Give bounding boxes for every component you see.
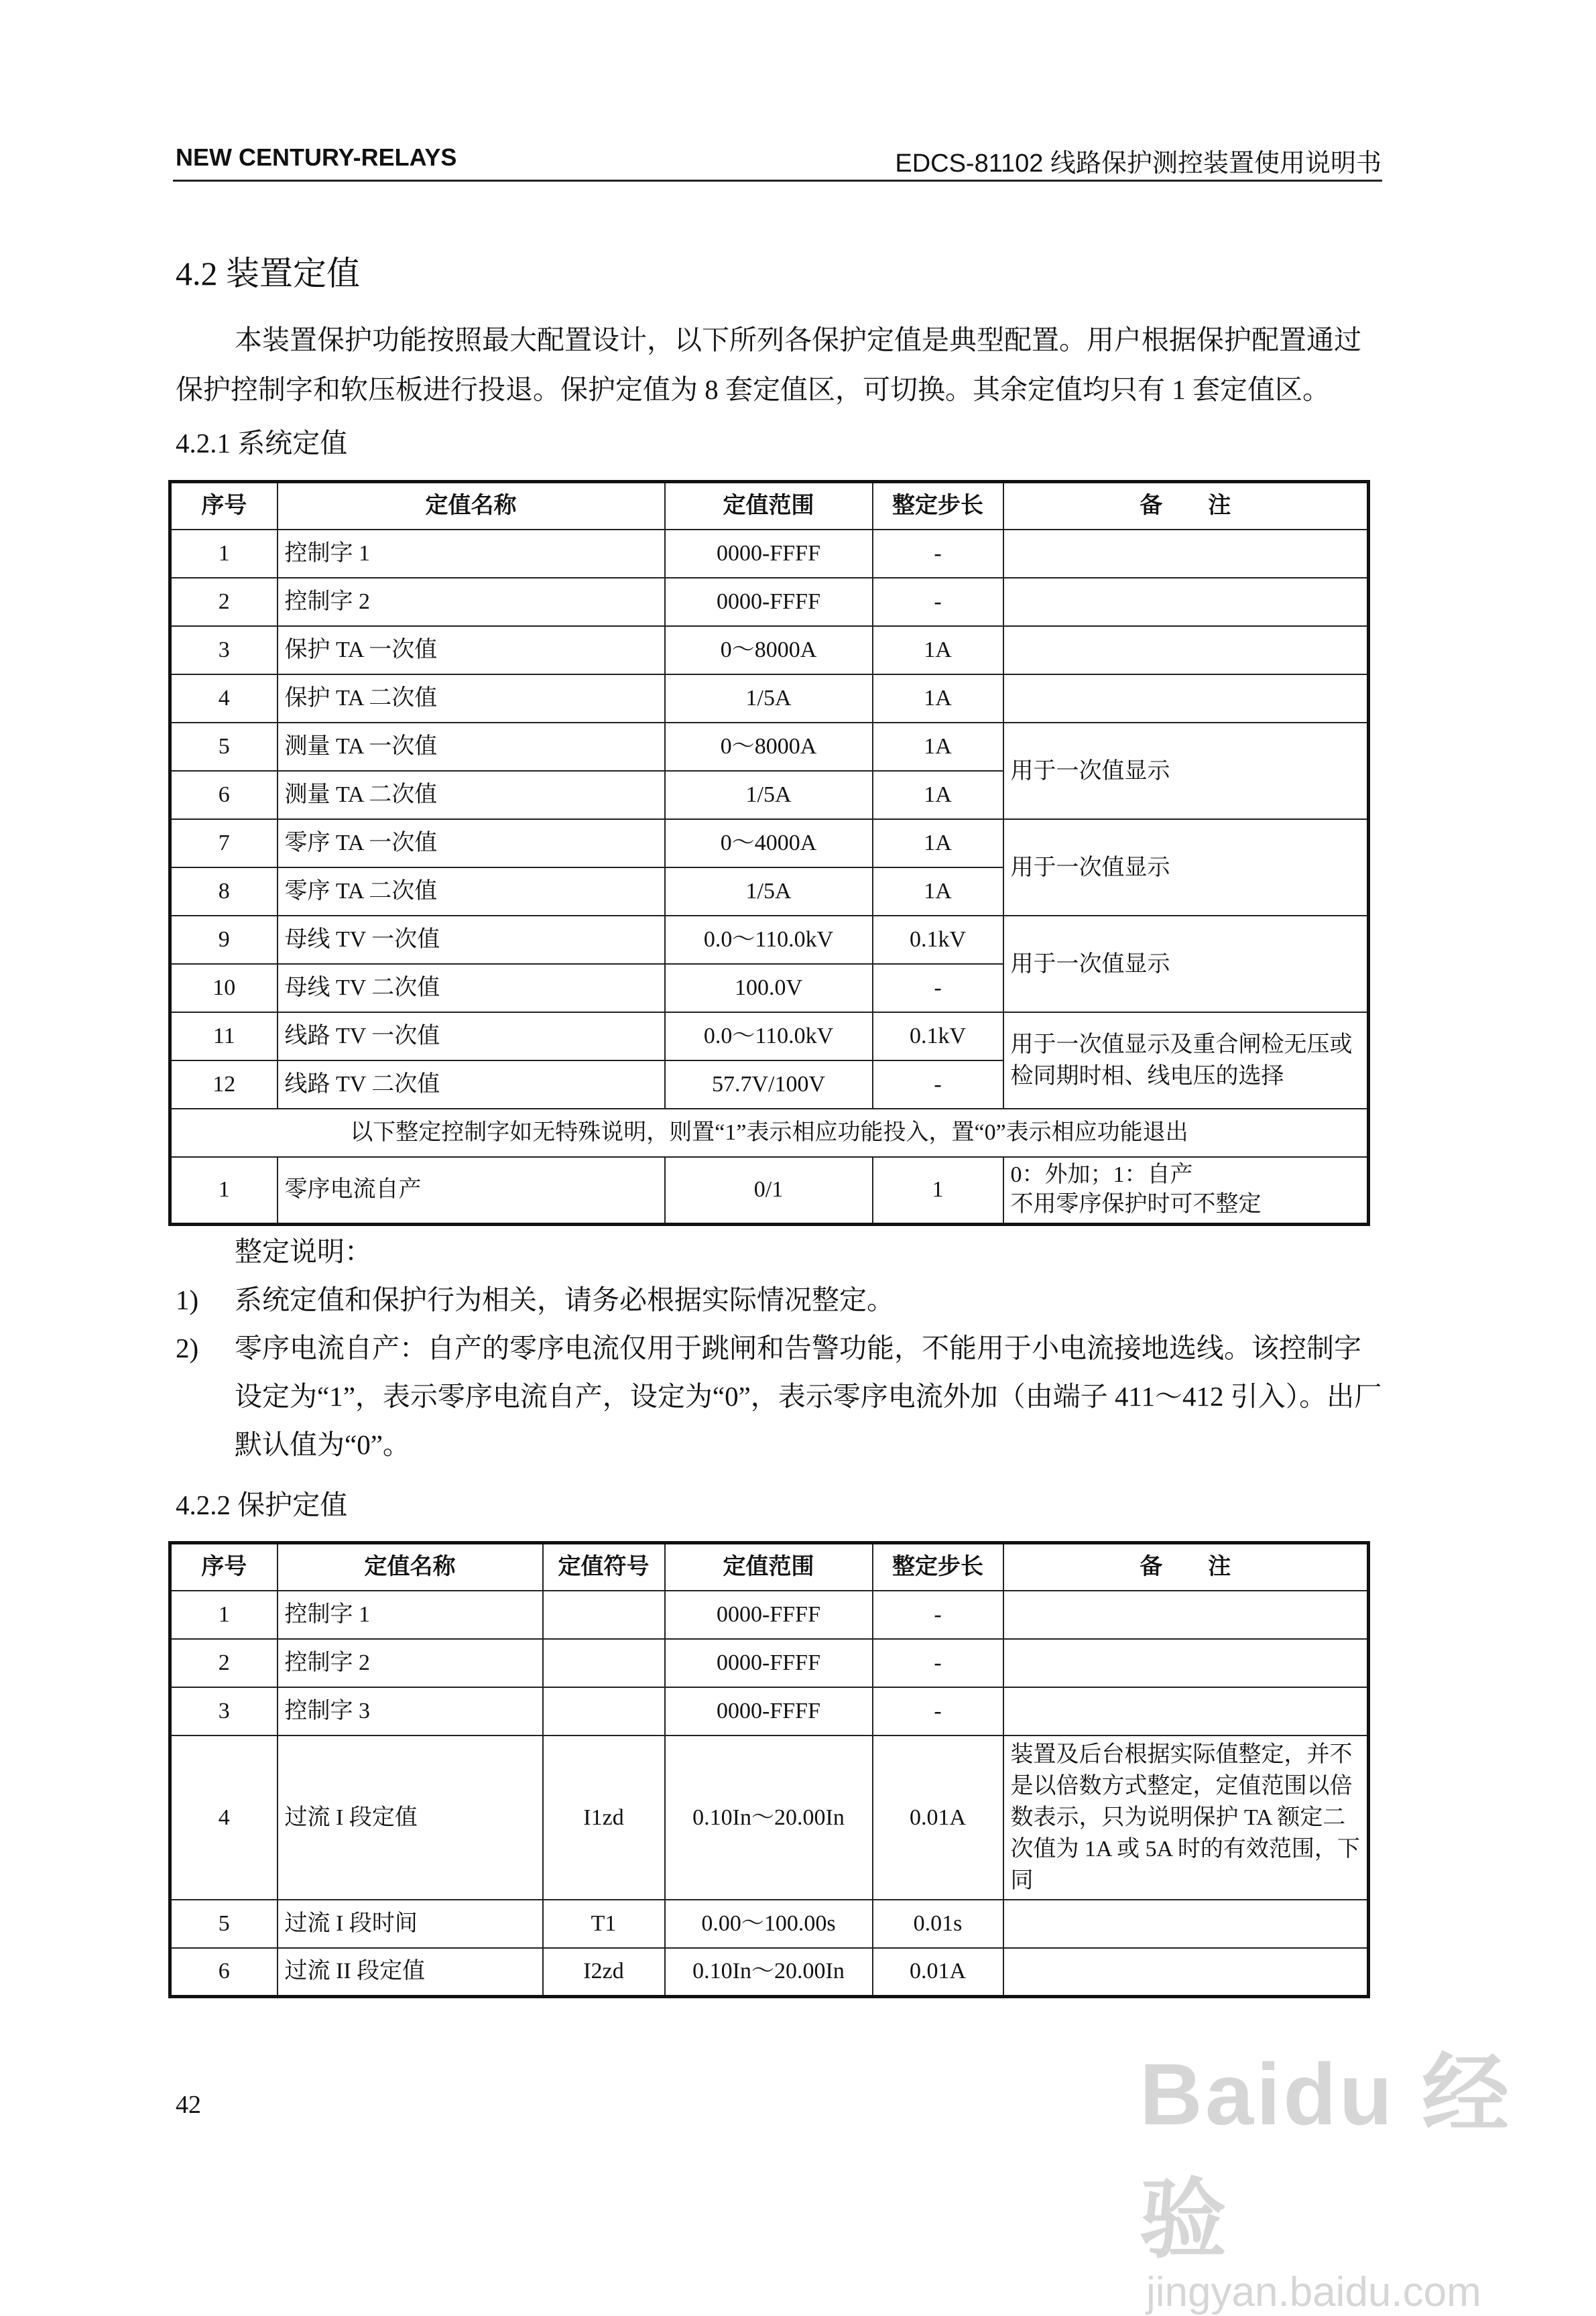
- setting-name: 过流 I 段时间: [278, 1900, 543, 1948]
- setting-name: 母线 TV 二次值: [278, 964, 665, 1012]
- setting-step: -: [873, 530, 1003, 578]
- header-cell: 定值范围: [665, 482, 873, 530]
- table-row: [170, 578, 1369, 626]
- row-number: 1: [170, 1591, 278, 1639]
- header-cell: 序号: [170, 482, 278, 530]
- table-header-row: [170, 482, 1369, 530]
- setting-name: 零序 TA 二次值: [278, 867, 665, 916]
- setting-name: 母线 TV 一次值: [278, 916, 665, 964]
- row-number: 7: [170, 819, 278, 867]
- setting-symbol: [543, 1591, 665, 1639]
- setting-name: 控制字 1: [278, 530, 665, 578]
- header-cell: 整定步长: [873, 1543, 1003, 1591]
- remark: [1003, 530, 1369, 578]
- item-number: 1): [176, 1284, 199, 1315]
- table-row: [170, 723, 1369, 771]
- row-number: 11: [170, 1012, 278, 1060]
- setting-name: 保护 TA 二次值: [278, 674, 665, 723]
- header-brand: NEW CENTURY-RELAYS: [176, 143, 457, 171]
- setting-symbol: [543, 1687, 665, 1735]
- table-row: [170, 674, 1369, 723]
- watermark-logo: [1140, 2024, 1596, 2316]
- table-row: [170, 1687, 1369, 1735]
- protection-settings-table: [168, 1541, 1370, 1998]
- header-cell: 备 注: [1003, 482, 1369, 530]
- row-number: 6: [170, 1948, 278, 1996]
- watermark-url: jingyan.baidu.com: [1146, 2269, 1481, 2315]
- remark: 用于一次值显示: [1003, 723, 1369, 819]
- setting-name: 控制字 2: [278, 1639, 543, 1687]
- row-number: 1: [170, 1157, 278, 1224]
- row-number: 6: [170, 771, 278, 819]
- setting-name: 线路 TV 一次值: [278, 1012, 665, 1060]
- setting-name: 控制字 1: [278, 1591, 543, 1639]
- setting-range: 0000-FFFF: [665, 1687, 873, 1735]
- setting-step: -: [873, 1591, 1003, 1639]
- row-number: 3: [170, 1687, 278, 1735]
- subsection-title-system: 4.2.1 系统定值: [176, 428, 348, 459]
- setting-name: 保护 TA 一次值: [278, 626, 665, 674]
- setting-step: 0.01s: [873, 1900, 1003, 1948]
- span-note: 以下整定控制字如无特殊说明，则置“1”表示相应功能投入，置“0”表示相应功能退出: [170, 1109, 1369, 1157]
- setting-name: 零序 TA 一次值: [278, 819, 665, 867]
- setting-name: 过流 I 段定值: [278, 1735, 543, 1900]
- setting-range: 0.10In～20.00In: [665, 1948, 873, 1996]
- setting-symbol: I2zd: [543, 1948, 665, 1996]
- setting-name: 控制字 2: [278, 578, 665, 626]
- remark: 装置及后台根据实际值整定，并不是以倍数方式整定，定值范围以倍数表示，只为说明保护 TA 额定二次值为 1A 或 5A 时的有效范围，下同: [1003, 1735, 1369, 1900]
- row-number: 5: [170, 1900, 278, 1948]
- row-number: 2: [170, 578, 278, 626]
- header-cell: 备 注: [1003, 1543, 1369, 1591]
- row-number: 4: [170, 674, 278, 723]
- row-number: 12: [170, 1060, 278, 1109]
- remark: [1003, 1591, 1369, 1639]
- table-row: [170, 1948, 1369, 1996]
- setting-step: -: [873, 1639, 1003, 1687]
- table-row: [170, 530, 1369, 578]
- row-number: 8: [170, 867, 278, 916]
- system-settings-table: [168, 480, 1370, 1226]
- table-header-row: [170, 1543, 1369, 1591]
- setting-range: 0.10In～20.00In: [665, 1735, 873, 1900]
- setting-range: 0.00～100.00s: [665, 1900, 873, 1948]
- remark: [1003, 578, 1369, 626]
- remark: [1003, 626, 1369, 674]
- setting-step: 0.01A: [873, 1948, 1003, 1996]
- setting-step: 1A: [873, 674, 1003, 723]
- table-row: [170, 1109, 1369, 1157]
- setting-range: 0000-FFFF: [665, 1591, 873, 1639]
- setting-range: 1/5A: [665, 674, 873, 723]
- table-row: [170, 626, 1369, 674]
- remark: 用于一次值显示: [1003, 819, 1369, 916]
- remark: [1003, 1948, 1369, 1996]
- remark: [1003, 1687, 1369, 1735]
- header-cell: 定值名称: [278, 482, 665, 530]
- setting-range: 0000-FFFF: [665, 578, 873, 626]
- setting-symbol: [543, 1639, 665, 1687]
- remark: [1003, 674, 1369, 723]
- section-intro: 本装置保护功能按照最大配置设计，以下所列各保护定值是典型配置。用户根据保护配置通过保护控制字和软压板进行投退。保护定值为 8 套定值区，可切换。其余定值均只有 1 套定值区。: [176, 324, 1361, 405]
- setting-symbol: T1: [543, 1900, 665, 1948]
- setting-step: -: [873, 964, 1003, 1012]
- remark: [1003, 1900, 1369, 1948]
- setting-name: 控制字 3: [278, 1687, 543, 1735]
- setting-step: 1A: [873, 867, 1003, 916]
- setting-range: 1/5A: [665, 771, 873, 819]
- setting-step: 0.01A: [873, 1735, 1003, 1900]
- table-row: [170, 819, 1369, 867]
- explain-title: 整定说明：: [235, 1236, 372, 1267]
- table-row: [170, 1591, 1369, 1639]
- setting-step: 0.1kV: [873, 1012, 1003, 1060]
- watermark-brand: Baidu 经验: [1140, 2045, 1512, 2268]
- header-cell: 定值符号: [543, 1543, 665, 1591]
- setting-name: 线路 TV 二次值: [278, 1060, 665, 1109]
- setting-step: 0.1kV: [873, 916, 1003, 964]
- setting-name: 过流 II 段定值: [278, 1948, 543, 1996]
- row-number: 3: [170, 626, 278, 674]
- setting-symbol: I1zd: [543, 1735, 665, 1900]
- setting-range: 1/5A: [665, 867, 873, 916]
- setting-name: 测量 TA 二次值: [278, 771, 665, 819]
- row-number: 1: [170, 530, 278, 578]
- setting-name: 零序电流自产: [278, 1157, 665, 1224]
- page-number: 42: [176, 2091, 201, 2119]
- setting-range: 0～4000A: [665, 819, 873, 867]
- setting-step: 1A: [873, 626, 1003, 674]
- header-divider: [173, 180, 1382, 182]
- setting-range: 0000-FFFF: [665, 1639, 873, 1687]
- setting-name: 测量 TA 一次值: [278, 723, 665, 771]
- table-row: [170, 916, 1369, 964]
- subsection-title-protection: 4.2.2 保护定值: [176, 1489, 348, 1520]
- setting-range: 0～8000A: [665, 626, 873, 674]
- explain-item: [176, 1276, 1382, 1324]
- setting-step: 1A: [873, 723, 1003, 771]
- header-cell: 定值名称: [278, 1543, 543, 1591]
- setting-step: -: [873, 578, 1003, 626]
- setting-range: 0000-FFFF: [665, 530, 873, 578]
- table-row: [170, 1735, 1369, 1900]
- row-number: 10: [170, 964, 278, 1012]
- setting-range: 100.0V: [665, 964, 873, 1012]
- row-number: 9: [170, 916, 278, 964]
- setting-step: -: [873, 1687, 1003, 1735]
- header-cell: 定值范围: [665, 1543, 873, 1591]
- explain-item: [176, 1324, 1382, 1469]
- setting-range: 0.0～110.0kV: [665, 1012, 873, 1060]
- header-doc-title: EDCS-81102 线路保护测控装置使用说明书: [895, 149, 1382, 178]
- setting-range: 57.7V/100V: [665, 1060, 873, 1109]
- row-number: 5: [170, 723, 278, 771]
- setting-range: 0.0～110.0kV: [665, 916, 873, 964]
- header-cell: 整定步长: [873, 482, 1003, 530]
- setting-step: 1A: [873, 771, 1003, 819]
- item-number: 2): [176, 1333, 199, 1363]
- remark-line: 0：外加；1：自产: [1010, 1162, 1193, 1188]
- table-row: [170, 1639, 1369, 1687]
- setting-step: -: [873, 1060, 1003, 1109]
- item-text: 零序电流自产：自产的零序电流仅用于跳闸和告警功能，不能用于小电流接地选线。该控制字设定为“1”，表示零序电流自产，设定为“0”，表示零序电流外加（由端子 411～412 引入）。出厂默认值为“0”。: [235, 1333, 1382, 1460]
- remark: 用于一次值显示: [1003, 916, 1369, 1012]
- table-row: [170, 1012, 1369, 1060]
- remark: 用于一次值显示及重合闸检无压或检同期时相、线电压的选择: [1003, 1012, 1369, 1109]
- setting-step: 1A: [873, 819, 1003, 867]
- remark-line: 不用零序保护时可不整定: [1010, 1192, 1262, 1217]
- explain-list: [176, 1276, 1382, 1469]
- row-number: 4: [170, 1735, 278, 1900]
- setting-step: 1: [873, 1157, 1003, 1224]
- section-title: 4.2 装置定值: [176, 255, 360, 292]
- setting-range: 0/1: [665, 1157, 873, 1224]
- table-row: [170, 1157, 1369, 1224]
- item-text: 系统定值和保护行为相关，请务必根据实际情况整定。: [235, 1284, 894, 1315]
- header-cell: 序号: [170, 1543, 278, 1591]
- table-row: [170, 1900, 1369, 1948]
- remark: [1003, 1157, 1369, 1224]
- row-number: 2: [170, 1639, 278, 1687]
- remark: [1003, 1639, 1369, 1687]
- setting-range: 0～8000A: [665, 723, 873, 771]
